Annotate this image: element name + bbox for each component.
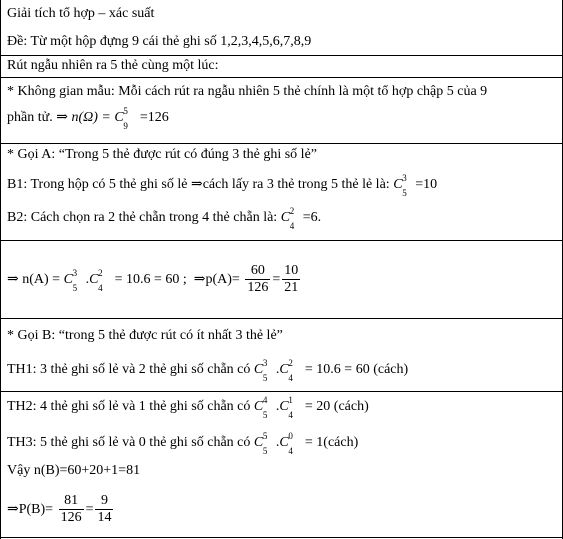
fraction: $\frac{10}{21}$ <box>284 263 299 296</box>
divider <box>0 391 563 392</box>
combination: C 3 5 <box>393 173 407 198</box>
fraction: $\frac{60}{126}$ <box>247 263 269 296</box>
left-border <box>0 0 1 539</box>
combination: C 5 9 <box>114 106 128 131</box>
doc-title: Giải tích tổ hợp – xác suất <box>7 6 155 21</box>
divider <box>0 318 563 319</box>
fraction: $\frac{9}{14}$ <box>97 493 112 526</box>
event-a-heading: * Gọi A: “Trong 5 thẻ được rút có đúng 3 thẻ ghi số lẻ” <box>7 147 317 162</box>
problem-statement-2: Rút ngẫu nhiên ra 5 thẻ cùng một lúc: <box>7 58 219 73</box>
divider <box>0 77 563 78</box>
divider <box>0 55 563 56</box>
problem-statement: Đề: Từ một hộp đựng 9 cái thẻ ghi số 1,2,3,4,5,6,7,8,9 <box>7 34 312 49</box>
case-th2: TH2: 4 thẻ ghi số lẻ và 1 thẻ ghi số chẵn có C 4 5 .C 1 4 = 20 (cách) <box>7 395 369 420</box>
case-th3: TH3: 5 thẻ ghi số lẻ và 0 thẻ ghi số chẵn có C 5 5 .C 0 4 = 1(cách) <box>7 431 359 456</box>
divider <box>0 240 563 241</box>
sample-space-text: * Không gian mẫu: Mỗi cách rút ra ngẫu nhiên 5 thẻ chính là một tổ hợp chập 5 của 9 <box>7 84 488 99</box>
count-b: Vậy n(B)=60+20+1=81 <box>7 463 141 478</box>
probability-b: ⇒P(B)= $\frac{81}{126}$ = $\frac{9}{14}$ <box>7 493 112 526</box>
probability-a: ⇒ n(A) = C 3 5 .C 2 4 = 10.6 = 60 ; ⇒p(A)= $\frac{60}{126}$ = $\frac{10}{21}$ <box>7 263 299 296</box>
event-b-heading: * Gọi B: “trong 5 thẻ được rút có ít nhất 3 thẻ lẻ” <box>7 328 283 343</box>
divider <box>0 143 563 144</box>
step-b2: B2: Cách chọn ra 2 thẻ chẵn trong 4 thẻ chẵn là: C 2 4 =6. <box>7 206 322 231</box>
step-b1: B1: Trong hộp có 5 thẻ ghi số lẻ ⇒cách lấy ra 3 thẻ trong 5 thẻ lẻ là: C 3 5 =10 <box>7 173 438 198</box>
fraction: $\frac{81}{126}$ <box>60 493 82 526</box>
sample-space-formula: phần tử. ⇒ n(Ω) = C 5 9 =126 <box>7 106 169 131</box>
case-th1: TH1: 3 thẻ ghi số lẻ và 2 thẻ ghi số chẵn có C 3 5 .C 2 4 = 10.6 = 60 (cách) <box>7 358 409 383</box>
combination: C 2 4 <box>280 206 295 231</box>
divider <box>0 537 563 538</box>
